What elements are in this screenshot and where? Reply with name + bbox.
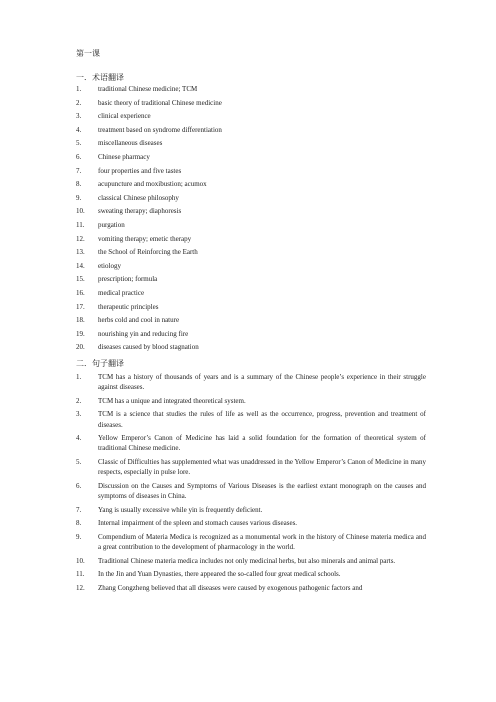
term-item xyxy=(76,342,426,356)
term-item xyxy=(76,302,426,316)
list-item-number: 12. xyxy=(76,234,85,243)
list-item-number: 20. xyxy=(76,343,85,352)
list-item-number: 1. xyxy=(76,85,82,93)
list-item-text: herbs cold and cool in nature xyxy=(98,316,180,325)
term-item xyxy=(76,329,426,343)
term-item xyxy=(76,247,426,261)
term-item xyxy=(76,138,426,152)
list-item-number: 9. xyxy=(76,193,82,202)
list-item-text: Traditional Chinese materia medica includes not only medicinal herbs, but also minerals and animal parts. xyxy=(98,556,396,565)
list-item-text: acupuncture and moxibustion; acumox xyxy=(98,180,207,189)
sentence-item xyxy=(76,481,426,501)
term-item xyxy=(76,274,426,288)
list-item-text: TCM is a science that studies the rules of life as well as the occurrence, progress, prevention and treatment of diseases. xyxy=(98,410,426,429)
term-item xyxy=(76,152,426,166)
term-item xyxy=(76,111,426,125)
list-item-number: 3. xyxy=(76,112,82,121)
list-item-number: 17. xyxy=(76,302,85,311)
term-item xyxy=(76,234,426,248)
sentence-item xyxy=(76,396,426,406)
list-item-number: 15. xyxy=(76,275,85,284)
list-item-text: treatment based on syndrome differentiation xyxy=(98,125,222,134)
sentence-item xyxy=(76,409,426,429)
term-item xyxy=(76,206,426,220)
list-item-text: nourishing yin and reducing fire xyxy=(98,329,189,338)
list-item-number: 4. xyxy=(76,434,82,443)
sentence-item xyxy=(76,532,426,552)
list-item-number: 9. xyxy=(76,532,82,541)
sentence-list xyxy=(76,372,426,596)
list-item-text: prescription; formula xyxy=(98,275,158,284)
list-item-number: 7. xyxy=(76,166,82,175)
list-item-text: Chinese pharmacy xyxy=(98,152,150,161)
term-item xyxy=(76,166,426,180)
term-item xyxy=(76,98,426,112)
sentence-item xyxy=(76,583,426,593)
list-item-text: four properties and five tastes xyxy=(98,166,182,175)
list-item-number: 10. xyxy=(76,556,85,565)
list-item-text: Zhang Congzheng believed that all diseases were caused by exogenous pathogenic factors and xyxy=(98,583,363,592)
list-item-text: Discussion on the Causes and Symptoms of Various Diseases is the earliest extant monograph on the causes and symptoms of diseases in China. xyxy=(98,481,426,500)
list-item-text: miscellaneous diseases xyxy=(98,139,163,148)
list-item-text: therapeutic principles xyxy=(98,302,159,311)
list-item-text: basic theory of traditional Chinese medicine xyxy=(98,98,222,107)
list-item-text: TCM has a unique and integrated theoretical system. xyxy=(98,396,246,405)
term-item xyxy=(76,261,426,275)
list-item-number: 5. xyxy=(76,457,82,466)
list-item-text: Yellow Emperor’s Canon of Medicine has laid a solid foundation for the formation of theoretical system of traditional Chinese medicine. xyxy=(98,434,426,453)
section-heading-sentences: 二．句子翻译 xyxy=(76,359,124,368)
list-item-text: sweating therapy; diaphoresis xyxy=(98,207,182,216)
list-item-number: 12. xyxy=(76,583,85,592)
list-item-number: 3. xyxy=(76,410,82,419)
list-item-text: vomiting therapy; emetic therapy xyxy=(98,234,192,243)
term-item xyxy=(76,315,426,329)
term-list xyxy=(76,84,426,356)
term-item xyxy=(76,193,426,207)
term-item xyxy=(76,125,426,139)
sentence-item xyxy=(76,569,426,579)
sentence-item xyxy=(76,457,426,477)
list-item-text: etiology xyxy=(98,261,121,270)
list-item-number: 7. xyxy=(76,505,82,514)
sentence-item xyxy=(76,518,426,528)
list-item-text: traditional Chinese medicine; TCM xyxy=(98,85,198,93)
term-item xyxy=(76,288,426,302)
list-item-text: purgation xyxy=(98,220,125,229)
list-item-text: medical practice xyxy=(98,288,145,297)
list-item-number: 4. xyxy=(76,125,82,134)
list-item-text: Internal impairment of the spleen and stomach causes various diseases. xyxy=(98,519,298,528)
list-item-text: clinical experience xyxy=(98,112,151,121)
list-item-number: 10. xyxy=(76,207,85,216)
list-item-number: 19. xyxy=(76,329,85,338)
sentence-item xyxy=(76,556,426,566)
list-item-text: In the Jin and Yuan Dynasties, there appeared the so-called four great medical schools. xyxy=(98,570,341,579)
list-item-text: Compendium of Materia Medica is recognized as a monumental work in the history of Chinese materia medica and a great contribution to the development of pharmacology in the world. xyxy=(98,532,426,551)
list-item-text: Classic of Difficulties has supplemented what was unaddressed in the Yellow Emperor’s Canon of Medicine in many respects, especially in pulse lore. xyxy=(98,457,426,477)
list-item-number: 2. xyxy=(76,396,82,405)
list-item-number: 11. xyxy=(76,570,85,579)
list-item-text: TCM has a history of thousands of years and is a summary of the Chinese people’s experience in their struggle against diseases. xyxy=(98,373,426,392)
list-item-number: 14. xyxy=(76,261,85,270)
sentence-item xyxy=(76,505,426,515)
list-item-number: 16. xyxy=(76,288,85,297)
list-item-text: the School of Reinforcing the Earth xyxy=(98,248,198,257)
list-item-text: classical Chinese philosophy xyxy=(98,193,179,202)
sentence-item xyxy=(76,372,426,392)
list-item-number: 11. xyxy=(76,220,85,229)
section-heading-terms: 一．术语翻译 xyxy=(76,73,124,82)
term-item xyxy=(76,220,426,234)
list-item-number: 1. xyxy=(76,373,82,381)
lesson-title: 第一课 xyxy=(76,49,100,58)
list-item-number: 8. xyxy=(76,180,82,189)
list-item-number: 13. xyxy=(76,248,85,257)
list-item-number: 6. xyxy=(76,152,82,161)
term-item xyxy=(76,84,426,98)
list-item-number: 6. xyxy=(76,481,82,490)
sentence-item xyxy=(76,433,426,453)
list-item-number: 8. xyxy=(76,519,82,528)
list-item-text: diseases caused by blood stagnation xyxy=(98,343,199,352)
list-item-text: Yang is usually excessive while yin is frequently deficient. xyxy=(98,505,263,514)
list-item-number: 5. xyxy=(76,139,82,148)
list-item-number: 18. xyxy=(76,316,85,325)
term-item xyxy=(76,179,426,193)
list-item-number: 2. xyxy=(76,98,82,107)
